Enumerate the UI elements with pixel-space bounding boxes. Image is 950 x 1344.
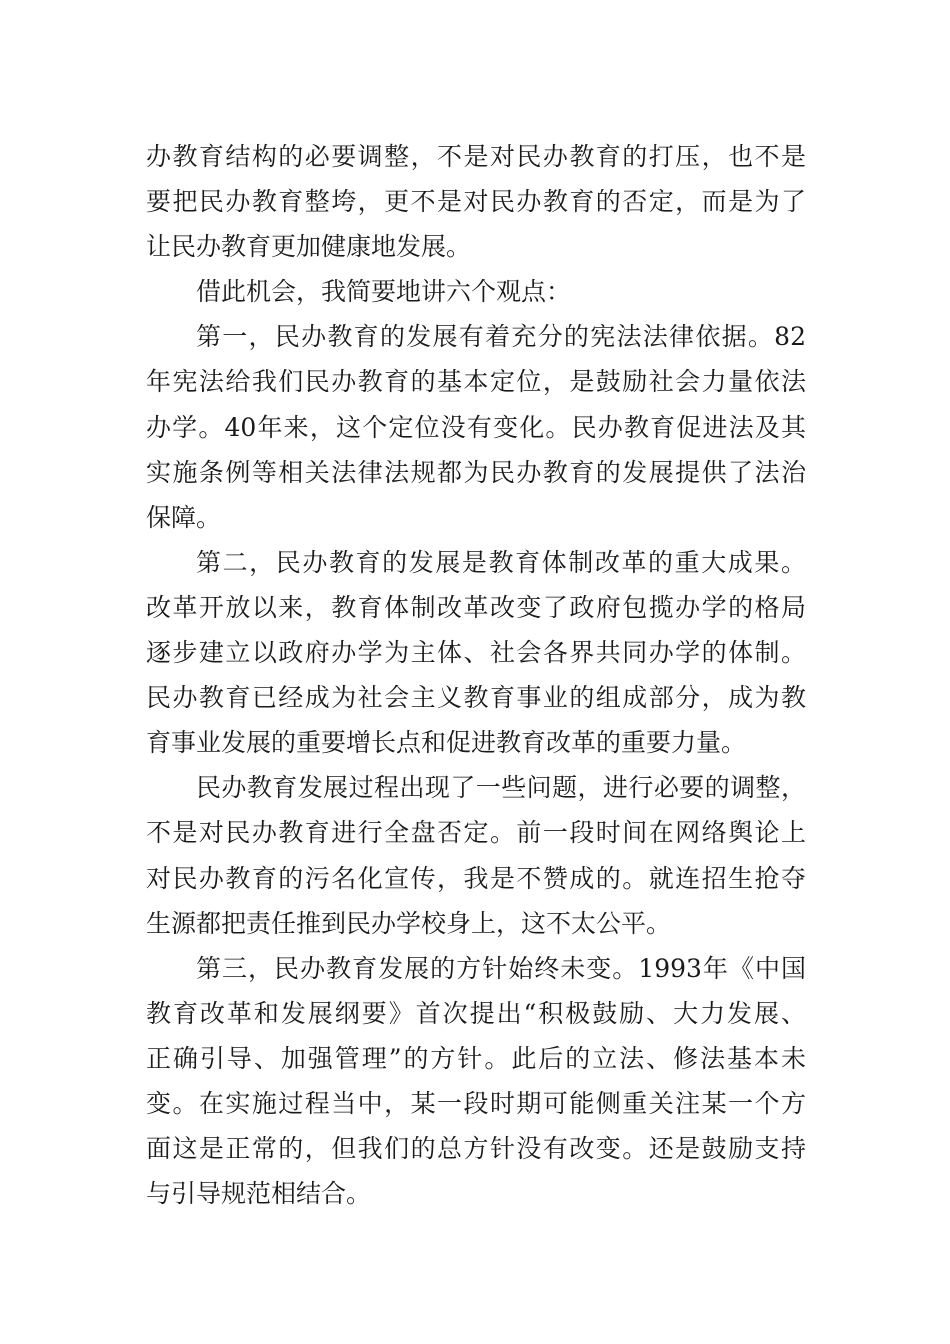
text-line: 民办教育发展过程出现了一些问题，进行必要的调整， (196, 773, 806, 803)
text-line: 改革开放以来，教育体制改革改变了政府包揽办学的格局 (146, 592, 806, 622)
text-line: 与引导规范相结合。 (146, 1179, 372, 1209)
text-line: 变。在实施过程当中，某一段时期可能侧重关注某一个方 (146, 1088, 806, 1118)
text-line: 实施条例等相关法律法规都为民办教育的发展提供了法治 (146, 457, 806, 487)
text-line: 第二，民办教育的发展是教育体制改革的重大成果。 (196, 547, 806, 577)
text-line: 要把民办教育整垮，更不是对民办教育的否定，而是为了 (146, 187, 806, 217)
text-line: 让民办教育更加健康地发展。 (146, 232, 472, 262)
text-line: 办学。40年来，这个定位没有变化。民办教育促进法及其 (146, 412, 806, 442)
text-line: 民办教育已经成为社会主义教育事业的组成部分，成为教 (146, 683, 806, 713)
text-line: 借此机会，我简要地讲六个观点： (196, 277, 572, 307)
text-line: 年宪法给我们民办教育的基本定位，是鼓励社会力量依法 (146, 367, 806, 397)
text-line: 面这是正常的，但我们的总方针没有改变。还是鼓励支持 (146, 1134, 806, 1164)
text-line: 第三，民办教育发展的方针始终未变。1993年《中国 (196, 953, 806, 983)
text-line: 保障。 (146, 502, 222, 532)
text-line: 育事业发展的重要增长点和促进教育改革的重要力量。 (146, 728, 747, 758)
text-line: 第一，民办教育的发展有着充分的宪法法律依据。82 (196, 322, 806, 352)
text-line: 不是对民办教育进行全盘否定。前一段时间在网络舆论上 (146, 818, 806, 848)
text-line: 对民办教育的污名化宣传，我是不赞成的。就连招生抢夺 (146, 863, 806, 893)
document-body (146, 134, 806, 1216)
text-line: 逐步建立以政府办学为主体、社会各界共同办学的体制。 (146, 638, 806, 668)
text-line: 生源都把责任推到民办学校身上，这不太公平。 (146, 908, 672, 938)
text-line: 办教育结构的必要调整，不是对民办教育的打压，也不是 (146, 142, 806, 171)
text-line: 正确引导、加强管理”的方针。此后的立法、修法基本未 (146, 1043, 806, 1073)
text-line: 教育改革和发展纲要》首次提出“积极鼓励、大力发展、 (146, 998, 806, 1028)
